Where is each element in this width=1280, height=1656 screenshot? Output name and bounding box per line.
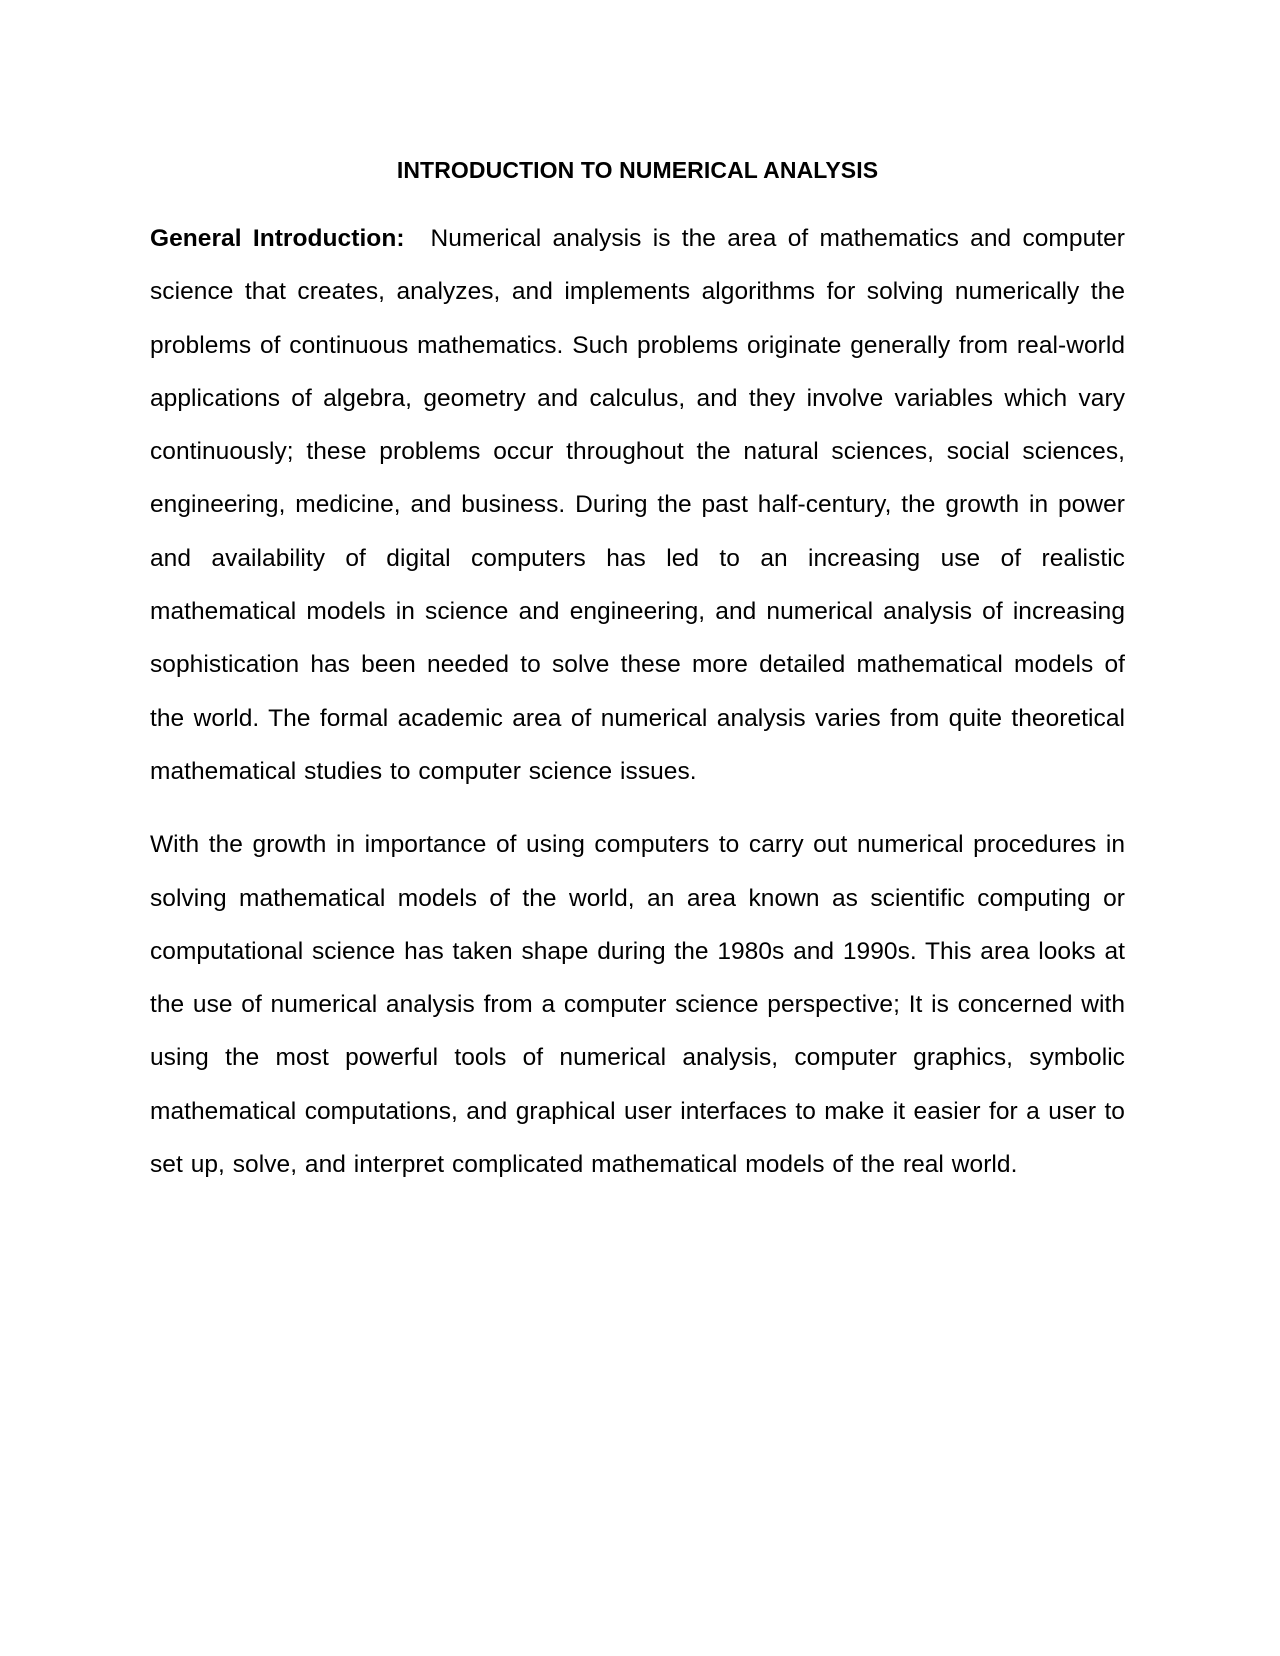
paragraph-scientific-computing xyxy=(150,818,1125,1191)
document-body xyxy=(150,150,1125,1211)
paragraph-text: Numerical analysis is the area of mathematics and computer science that creates, analyzes, and implements algorithms for solving numerically the problems of continuous mathematics. Such problems originate generally from real-world applications of algebra, geometry and calculus, and they involve variables which vary continuously; these problems occur throughout the natural sciences, social sciences, engineering, medicine, and business. During the past half-century, the growth in power and availability of digital computers has led to an increasing use of realistic mathematical models in science and engineering, and numerical analysis of increasing sophistication has been needed to solve these more detailed mathematical models of the world. The formal academic area of numerical analysis varies from quite theoretical mathematical studies to computer science issues. xyxy=(150,225,1125,785)
paragraph-general-introduction xyxy=(150,212,1125,798)
paragraph-lead-heading: General Introduction: xyxy=(150,225,405,252)
document-title: INTRODUCTION TO NUMERICAL ANALYSIS xyxy=(396,157,879,183)
paragraph-text: With the growth in importance of using computers to carry out numerical procedures in solving mathematical models of the world, an area known as scientific computing or computational science has taken shape during the 1980s and 1990s. This area looks at the use of numerical analysis from a computer science perspective; It is concerned with using the most powerful tools of numerical analysis, computer graphics, symbolic mathematical computations, and graphical user interfaces to make it easier for a user to set up, solve, and interpret complicated mathematical models of the real world. xyxy=(150,831,1125,1179)
